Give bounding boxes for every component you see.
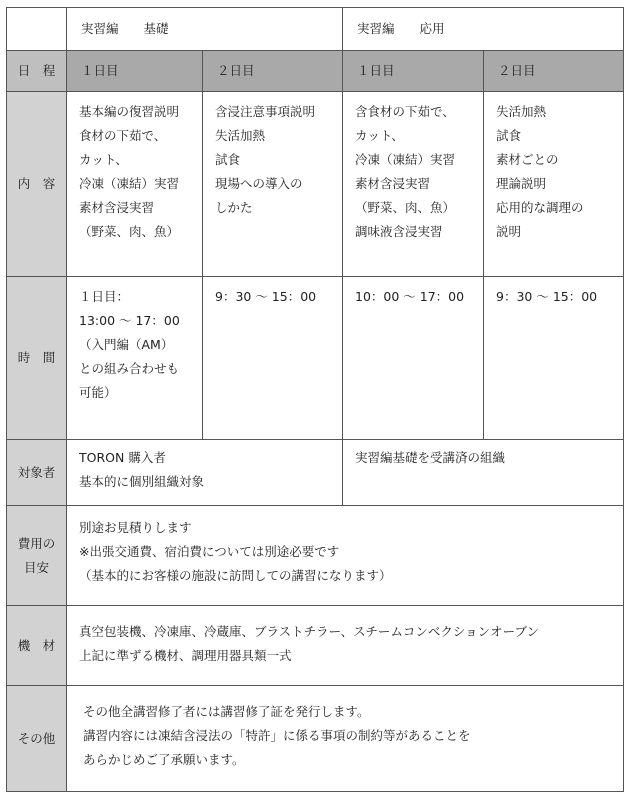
content-line: 基本編の復習説明 bbox=[79, 104, 180, 119]
day-basic-2: ２日目 bbox=[203, 51, 343, 92]
time-line: 9：30 ～ 15：00 bbox=[496, 289, 598, 304]
time-line: 13:00 ～ 17：00 bbox=[79, 313, 180, 328]
other-line: 講習内容には凍結含浸法の「特許」に係る事項の制約等があることを bbox=[83, 728, 471, 743]
content-line: 冷凍（凍結）実習 bbox=[79, 176, 180, 191]
content-line: 冷凍（凍結）実習 bbox=[355, 152, 456, 167]
other-line: その他全講習修了者には講習修了証を発行します。 bbox=[83, 704, 370, 719]
equipment-row bbox=[7, 606, 624, 686]
schedule-row bbox=[7, 51, 624, 92]
target-row bbox=[7, 440, 624, 506]
content-line: 素材含浸実習 bbox=[79, 200, 155, 215]
day-applied-2: ２日目 bbox=[484, 51, 624, 92]
cost-line: （基本的にお客様の施設に訪問しての講習になります） bbox=[79, 568, 392, 583]
cost-label-line: 目安 bbox=[23, 559, 49, 575]
content-line: 失活加熱 bbox=[496, 104, 547, 119]
time-applied-1 bbox=[343, 277, 484, 440]
target-applied bbox=[343, 440, 624, 506]
equipment-label: 機 材 bbox=[7, 606, 67, 686]
cost-line: ※出張交通費、宿泊費については別途必要です bbox=[79, 544, 340, 559]
schedule-label: 日 程 bbox=[7, 51, 67, 92]
time-row bbox=[7, 277, 624, 440]
content-line: カット、 bbox=[355, 128, 404, 143]
other-label: その他 bbox=[7, 686, 67, 792]
day-applied-1: １日目 bbox=[343, 51, 484, 92]
header-applied: 実習編 応用 bbox=[343, 8, 624, 51]
content-line: 食材の下茹で、 bbox=[79, 128, 167, 143]
cost-label bbox=[7, 506, 67, 606]
header-basic: 実習編 基礎 bbox=[67, 8, 343, 51]
content-line: （野菜、肉、魚） bbox=[355, 200, 456, 215]
content-line: 試食 bbox=[215, 152, 241, 167]
time-line: 10：00 ～ 17：00 bbox=[355, 289, 465, 304]
target-line: 実習編基礎を受講済の組織 bbox=[355, 450, 506, 465]
content-line: しかた bbox=[215, 200, 253, 215]
content-line: 失活加熱 bbox=[215, 128, 266, 143]
content-line: 含食材の下茹で、 bbox=[355, 104, 455, 119]
target-line: 基本的に個別組織対象 bbox=[79, 474, 205, 489]
content-line: 現場への導入の bbox=[215, 176, 303, 191]
target-label: 対象者 bbox=[7, 440, 67, 506]
target-line: TORON 購入者 bbox=[79, 450, 166, 465]
time-label: 時 間 bbox=[7, 277, 67, 440]
content-basic-2 bbox=[203, 92, 343, 277]
time-line: 9：30 ～ 15：00 bbox=[215, 289, 317, 304]
time-line: 可能） bbox=[79, 385, 117, 400]
content-line: 説明 bbox=[496, 224, 522, 239]
other-row bbox=[7, 686, 624, 792]
content-line: カット、 bbox=[79, 152, 128, 167]
other-cell bbox=[67, 686, 624, 792]
target-basic bbox=[67, 440, 343, 506]
content-row bbox=[7, 92, 624, 277]
equipment-cell bbox=[67, 606, 624, 686]
content-line: （野菜、肉、魚） bbox=[79, 224, 180, 239]
content-basic-1 bbox=[67, 92, 203, 277]
cost-label-line: 費用の bbox=[17, 535, 56, 551]
equipment-line: 真空包装機、冷凍庫、冷蔵庫、ブラストチラー、スチームコンベクションオーブン bbox=[79, 624, 540, 639]
corner-cell bbox=[7, 8, 67, 51]
course-table-container bbox=[6, 7, 623, 794]
content-line: 試食 bbox=[496, 128, 522, 143]
cost-line: 別途お見積りします bbox=[79, 520, 192, 535]
header-row bbox=[7, 8, 624, 51]
content-line: 応用的な調理の bbox=[496, 200, 584, 215]
equipment-line: 上記に準ずる機材、調理用器具類一式 bbox=[79, 648, 292, 663]
cost-cell bbox=[67, 506, 624, 606]
day-basic-1: １日目 bbox=[67, 51, 203, 92]
content-line: 素材ごとの bbox=[496, 152, 559, 167]
time-basic-1 bbox=[67, 277, 203, 440]
cost-row bbox=[7, 506, 624, 606]
course-table bbox=[6, 7, 624, 792]
content-applied-1 bbox=[343, 92, 484, 277]
other-line: あらかじめご了承願います。 bbox=[83, 752, 245, 767]
content-line: 理論説明 bbox=[496, 176, 547, 191]
time-applied-2 bbox=[484, 277, 624, 440]
content-label: 内 容 bbox=[7, 92, 67, 277]
time-line: １日目： bbox=[79, 289, 130, 304]
content-line: 含浸注意事項説明 bbox=[215, 104, 316, 119]
time-basic-2 bbox=[203, 277, 343, 440]
time-line: との組み合わせも bbox=[79, 361, 180, 376]
time-line: （入門編（AM） bbox=[79, 337, 174, 352]
content-line: 調味液含浸実習 bbox=[355, 224, 443, 239]
content-line: 素材含浸実習 bbox=[355, 176, 431, 191]
content-applied-2 bbox=[484, 92, 624, 277]
